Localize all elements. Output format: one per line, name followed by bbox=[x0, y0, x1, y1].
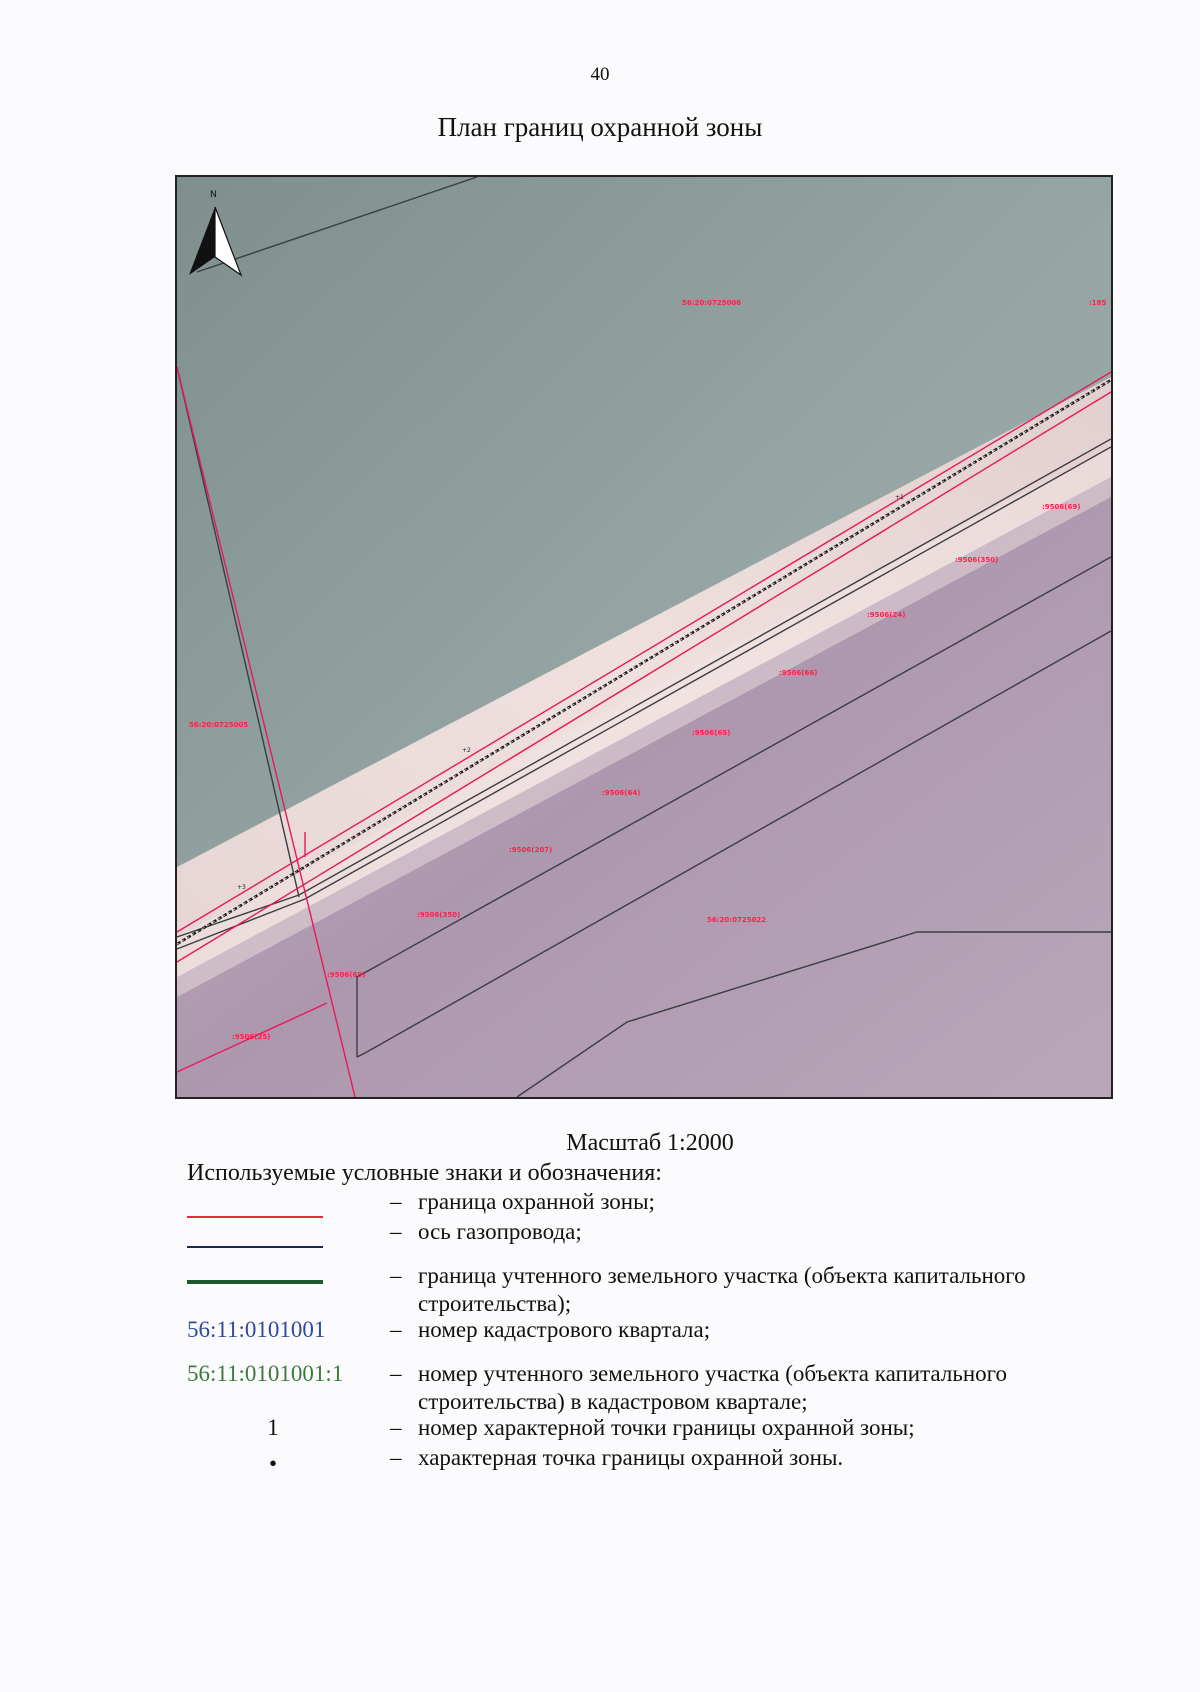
legend-line-red bbox=[187, 1216, 323, 1218]
legend-dash: – bbox=[390, 1317, 402, 1342]
legend-dash: – bbox=[390, 1219, 402, 1244]
legend-text: номер кадастрового квартала; bbox=[418, 1317, 711, 1342]
north-label: N bbox=[210, 190, 217, 200]
legend-text: граница учтенного земельного участка (объекта капитального строительства); bbox=[418, 1263, 1026, 1316]
map-label: :9506(69) bbox=[327, 971, 366, 979]
legend-symbol-quarter-code: 56:11:0101001 bbox=[187, 1317, 326, 1342]
legend-text: граница охранной зоны; bbox=[418, 1189, 655, 1214]
legend-symbol-parcel-code: 56:11:0101001:1 bbox=[187, 1361, 344, 1386]
dot-icon: • bbox=[268, 1451, 278, 1476]
map-label: :9506(66) bbox=[779, 669, 818, 677]
map-label: 56:20:0725005 bbox=[189, 721, 249, 729]
map-canvas[interactable] bbox=[177, 177, 1111, 1097]
svg-text:+1: +1 bbox=[895, 494, 904, 501]
legend-dash: – bbox=[390, 1361, 402, 1386]
map-label: 56:20:0725022 bbox=[707, 916, 767, 924]
legend-text: номер характерной точки границы охранной зоны; bbox=[418, 1415, 915, 1440]
map-label: :185 bbox=[1089, 299, 1107, 307]
map-label: :9506(350) bbox=[955, 556, 999, 564]
legend-line-green bbox=[187, 1280, 323, 1284]
legend-dash: – bbox=[390, 1189, 402, 1214]
map-label: :9506(207) bbox=[509, 846, 553, 854]
map-label: :9506(69) bbox=[1042, 503, 1081, 511]
legend-dash: – bbox=[390, 1263, 402, 1288]
map-label: :9506(25) bbox=[232, 1033, 271, 1041]
map-label: :9506(24) bbox=[867, 611, 906, 619]
map-label: :9506(350) bbox=[417, 911, 461, 919]
legend-text: номер учтенного земельного участка (объекта капитального строительства) в кадастровом квартале; bbox=[418, 1361, 1007, 1414]
map-scale: Масштаб 1:2000 bbox=[566, 1130, 734, 1156]
legend-text: характерная точка границы охранной зоны. bbox=[418, 1445, 844, 1470]
legend-dash: – bbox=[390, 1415, 402, 1440]
legend-title: Используемые условные знаки и обозначения: bbox=[187, 1160, 662, 1186]
map-label: :9506(64) bbox=[602, 789, 641, 797]
map-frame[interactable] bbox=[175, 175, 1113, 1099]
svg-text:+3: +3 bbox=[237, 884, 246, 891]
legend-line-dark bbox=[187, 1246, 323, 1248]
legend-dash: – bbox=[390, 1445, 402, 1470]
map-label: 56:20:0725006 bbox=[682, 299, 742, 307]
legend-text: ось газопровода; bbox=[418, 1219, 582, 1244]
svg-text:+2: +2 bbox=[462, 747, 471, 754]
map-label: :9506(65) bbox=[692, 729, 731, 737]
legend-symbol-point-number: 1 bbox=[267, 1415, 279, 1440]
page-number: 40 bbox=[590, 64, 610, 85]
page-title: План границ охранной зоны bbox=[437, 112, 763, 142]
